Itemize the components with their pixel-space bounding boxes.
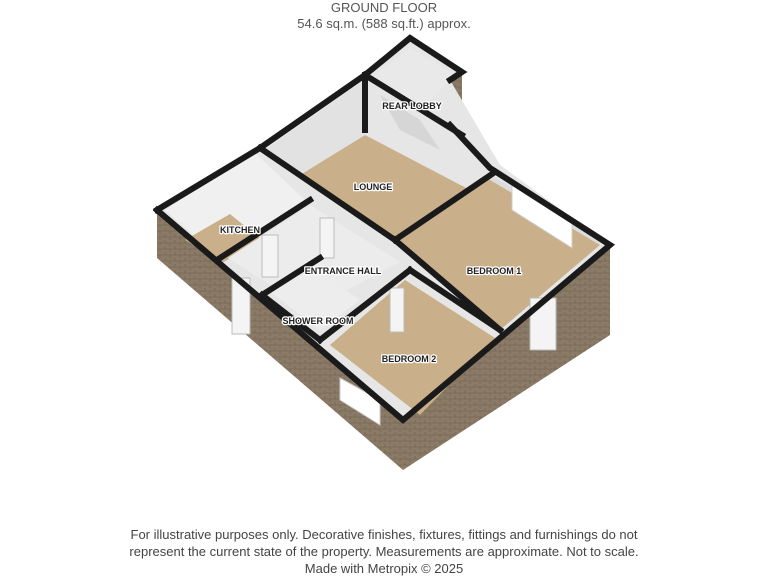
door-kitchen (262, 235, 278, 277)
disclaimer-line-1: For illustrative purposes only. Decorative finishes, fixtures, fittings and furnishings do not (130, 527, 638, 542)
label-lounge: LOUNGE (353, 182, 393, 192)
label-entrance-hall: ENTRANCE HALL (304, 266, 382, 276)
door-bedroom2 (390, 288, 404, 332)
label-bedroom2: BEDROOM 2 (381, 354, 437, 364)
label-kitchen: KITCHEN (220, 225, 260, 235)
floor-area: 54.6 sq.m. (588 sq.ft.) approx. (297, 16, 471, 31)
floor-title: GROUND FLOOR (330, 0, 438, 15)
door-lounge (320, 218, 334, 258)
made-with-credit: Made with Metropix © 2025 (304, 561, 464, 576)
label-rear-lobby: REAR LOBBY (382, 101, 442, 111)
label-bedroom1: BEDROOM 1 (466, 266, 522, 276)
disclaimer-line-2: represent the current state of the property. Measurements are approximate. Not to scale. (129, 544, 639, 559)
label-shower-room: SHOWER ROOM (282, 316, 354, 326)
disclaimer (0, 526, 768, 577)
